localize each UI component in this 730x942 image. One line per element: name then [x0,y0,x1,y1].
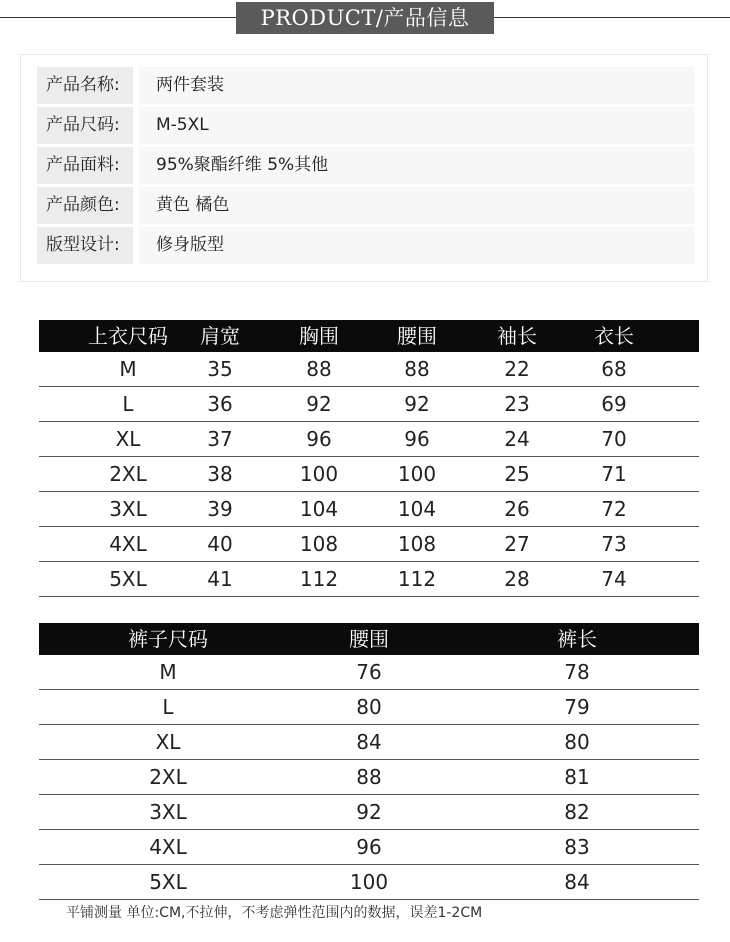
table-cell: 88 [356,765,382,789]
table-cell: 96 [306,427,332,451]
table-header [39,320,699,352]
table-cell: 100 [299,462,339,486]
table-cell: 25 [504,462,530,486]
table-cell: 3XL [149,800,187,824]
table-cell: 2XL [149,765,187,789]
table-header [39,623,699,655]
table-row [39,527,699,562]
info-label: 产品尺码: [37,107,133,144]
product-info-panel [20,54,708,282]
table-row [39,830,699,865]
table-cell: 88 [306,357,332,381]
header-cell: 腰围 [397,324,437,348]
table-cell: 80 [356,695,382,719]
header-cell: 上衣尺码 [88,324,168,348]
table-row [39,387,699,422]
table-cell: 84 [356,730,382,754]
header-cell: 袖长 [497,324,537,348]
table-cell: 5XL [109,567,147,591]
table-row [39,352,699,387]
top-size-table [39,320,699,597]
table-cell: 22 [504,357,530,381]
section-header [0,0,730,40]
info-value: 修身版型 [139,227,694,264]
header-cell: 腰围 [349,627,389,651]
table-cell: 100 [397,462,437,486]
table-cell: 81 [564,765,590,789]
table-cell: 76 [356,660,382,684]
table-cell: XL [115,427,141,451]
table-cell: 4XL [149,835,187,859]
table-cell: 112 [397,567,437,591]
info-label: 版型设计: [37,227,133,264]
table-cell: 69 [601,392,627,416]
table-cell: 70 [601,427,627,451]
table-cell: 73 [601,532,627,556]
table-cell: 2XL [109,462,147,486]
table-cell: 74 [601,567,627,591]
table-cell: 92 [356,800,382,824]
table-cell: 5XL [149,870,187,894]
section-title: PRODUCT/产品信息 [236,2,494,34]
info-label: 产品颜色: [37,187,133,224]
info-label: 产品面料: [37,147,133,184]
table-cell: 79 [564,695,590,719]
table-cell: 68 [601,357,627,381]
info-value: 两件套装 [139,67,694,104]
table-cell: 24 [504,427,530,451]
header-divider-right [494,17,730,18]
table-cell: 41 [207,567,233,591]
table-cell: 40 [207,532,233,556]
table-cell: L [162,695,174,719]
table-cell: M [119,357,137,381]
table-cell: 78 [564,660,590,684]
header-cell: 肩宽 [200,324,240,348]
table-cell: 72 [601,497,627,521]
table-row [39,760,699,795]
header-divider-left [0,17,236,18]
table-cell: 27 [504,532,530,556]
table-cell: 100 [349,870,389,894]
table-cell: 92 [404,392,430,416]
table-cell: 28 [504,567,530,591]
table-cell: 37 [207,427,233,451]
table-cell: M [159,660,177,684]
table-cell: 38 [207,462,233,486]
header-cell: 裤子尺码 [128,627,208,651]
table-row [39,457,699,492]
header-cell: 胸围 [299,324,339,348]
table-row [39,865,699,900]
table-cell: 3XL [109,497,147,521]
measurement-note: 平铺测量 单位:CM,不拉伸，不考虑弹性范围内的数据，误差1-2CM [66,905,483,921]
table-row [39,690,699,725]
table-cell: 36 [207,392,233,416]
header-cell: 裤长 [557,627,597,651]
table-cell: 88 [404,357,430,381]
table-row [39,655,699,690]
header-cell: 衣长 [594,324,634,348]
table-cell: 92 [306,392,332,416]
table-cell: 39 [207,497,233,521]
table-row [39,562,699,597]
info-value: 黄色 橘色 [139,187,694,224]
table-cell: 104 [397,497,437,521]
table-cell: 108 [397,532,437,556]
table-row [39,422,699,457]
table-cell: 23 [504,392,530,416]
table-row [39,725,699,760]
info-label: 产品名称: [37,67,133,104]
table-cell: 112 [299,567,339,591]
table-cell: 83 [564,835,590,859]
table-cell: 80 [564,730,590,754]
info-value: M-5XL [139,107,694,144]
info-value: 95%聚酯纤维 5%其他 [139,147,694,184]
pants-size-table [39,623,699,900]
table-cell: 96 [404,427,430,451]
table-cell: 71 [601,462,627,486]
table-cell: 108 [299,532,339,556]
table-cell: XL [155,730,181,754]
table-row [39,492,699,527]
table-cell: 104 [299,497,339,521]
table-cell: 4XL [109,532,147,556]
table-cell: 84 [564,870,590,894]
table-cell: 26 [504,497,530,521]
table-cell: L [122,392,134,416]
table-cell: 96 [356,835,382,859]
table-row [39,795,699,830]
table-cell: 35 [207,357,233,381]
table-cell: 82 [564,800,590,824]
